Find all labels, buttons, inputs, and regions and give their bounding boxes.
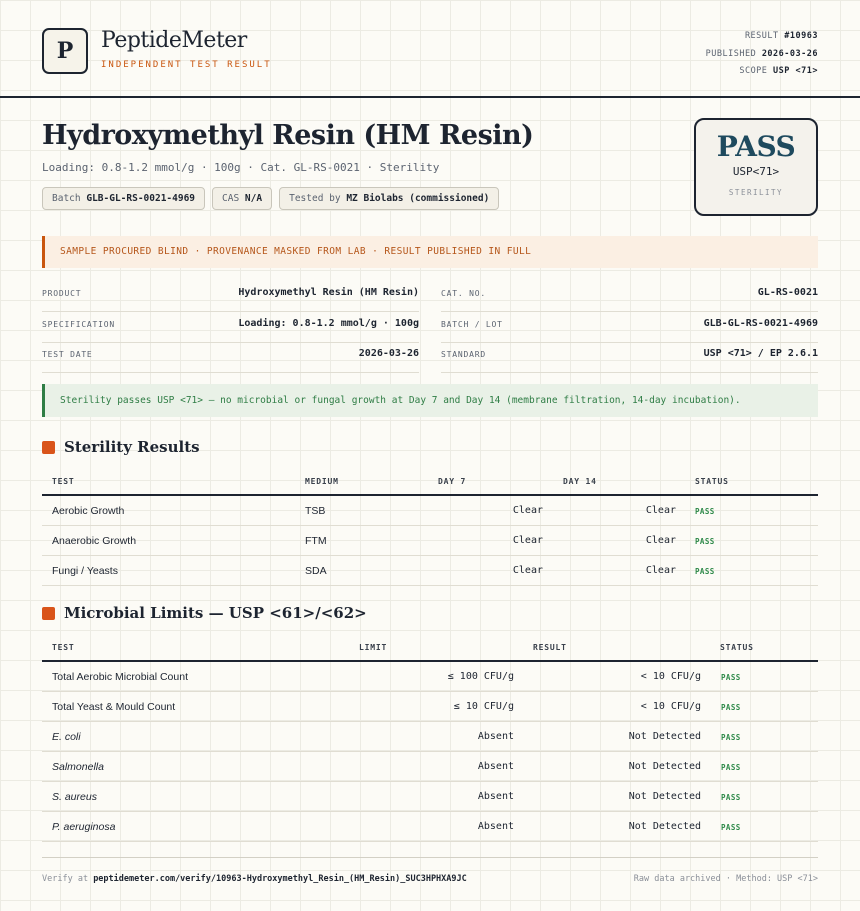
brand-tagline: INDEPENDENT TEST RESULT [101,60,272,70]
col-header: DAY 7 [438,477,467,486]
cell-limit: ≤ 10 CFU/g [453,701,514,712]
info-value: Hydroxymethyl Resin (HM Resin) [238,287,419,298]
status-badge: PASS [721,703,741,712]
section-title-text: Microbial Limits — USP <61>/<62> [64,604,367,622]
cell-day14: Clear [645,565,676,576]
cell-day14: Clear [645,535,676,546]
col-header: RESULT [533,643,567,652]
status-badge: PASS [695,567,715,576]
cell-result: < 10 CFU/g [640,671,701,682]
status-badge: PASS [695,537,715,546]
cell-limit: Absent [477,731,514,742]
report-header [0,0,860,98]
status-badge: PASS [721,733,741,742]
table-row [42,692,818,722]
cell-test: Aerobic Growth [52,505,125,517]
sterility-table [42,468,818,586]
microbial-section-title [42,604,367,622]
chip-label: Batch [52,193,81,204]
cell-limit: ≤ 100 CFU/g [447,671,514,682]
col-header: TEST [52,643,75,652]
tested-by-chip [279,187,499,210]
col-header: LIMIT [359,643,388,652]
col-header: STATUS [695,477,729,486]
section-marker-icon [42,441,55,454]
cell-limit: Absent [477,761,514,772]
info-standard [441,343,818,373]
cell-day7: Clear [512,505,543,516]
report-footer [42,857,818,884]
table-header [42,468,818,496]
chip-label: CAS [222,193,240,204]
info-value: 2026-03-26 [358,348,419,359]
table-row [42,556,818,586]
cell-result: Not Detected [628,731,701,742]
result-number: #10963 [784,31,818,41]
chip-value: GLB-GL-RS-0021-4969 [86,193,196,204]
cell-limit: Absent [477,821,514,832]
cell-result: Not Detected [628,791,701,802]
cell-test: E. coli [52,731,81,743]
table-row [42,782,818,812]
cas-chip [212,187,272,210]
status-badge: PASS [695,507,715,516]
info-value: USP <71> / EP 2.6.1 [703,348,818,359]
table-row [42,662,818,692]
cell-test: Fungi / Yeasts [52,565,118,577]
procurement-banner: SAMPLE PROCURED BLIND · PROVENANCE MASKED FROM LAB · RESULT PUBLISHED IN FULL [42,236,818,268]
method-note: Raw data archived · Method: USP <71> [633,874,818,884]
table-row [42,812,818,842]
microbial-table [42,634,818,842]
chip-value: MZ Biolabs (commissioned) [346,193,490,204]
col-header: MEDIUM [305,477,339,486]
cell-test: Salmonella [52,761,104,773]
table-row [42,752,818,782]
cell-day7: Clear [512,535,543,546]
info-product [42,282,419,312]
cell-result: < 10 CFU/g [640,701,701,712]
info-value: Loading: 0.8-1.2 mmol/g · 100g [238,318,419,329]
verify-text [42,874,467,884]
col-header: TEST [52,477,75,486]
sterility-section-title [42,438,200,456]
cell-limit: Absent [477,791,514,802]
cell-result: Not Detected [628,821,701,832]
chip-row [42,187,499,210]
cell-test: Total Yeast & Mould Count [52,701,176,713]
verdict-standard: USP<71> [732,165,780,178]
cell-test: S. aureus [52,791,97,803]
info-label: BATCH / LOT [441,320,503,329]
page-title: Hydroxymethyl Resin (HM Resin) [42,120,534,151]
table-row [42,526,818,556]
info-label: TEST DATE [42,350,93,359]
info-batch-lot [441,313,818,343]
info-value: GL-RS-0021 [757,287,818,298]
info-label: STANDARD [441,350,486,359]
col-header: DAY 14 [563,477,597,486]
cell-medium: TSB [305,505,326,517]
brand-name: PeptideMeter [101,28,247,53]
info-value: GLB-GL-RS-0021-4969 [703,318,818,329]
section-title-text: Sterility Results [64,438,200,456]
verify-link[interactable]: peptidemeter.com/verify/10963-Hydroxymethyl_Resin_(HM_Resin)_SUC3HPHXA9JC [93,874,467,884]
cell-day7: Clear [512,565,543,576]
batch-chip [42,187,205,210]
cell-medium: SDA [305,565,327,577]
table-header [42,634,818,662]
cell-test: Total Aerobic Microbial Count [52,671,188,683]
status-badge: PASS [721,673,741,682]
verdict-stamp [694,118,818,216]
cell-medium: FTM [305,535,327,547]
published-date: 2026-03-26 [761,48,818,59]
info-label: PRODUCT [42,289,82,298]
report-meta [706,28,818,81]
info-test-date [42,343,419,373]
section-marker-icon [42,607,55,620]
info-label: SPECIFICATION [42,320,116,329]
scope-label: SCOPE [739,66,768,76]
status-badge: PASS [721,823,741,832]
table-row [42,722,818,752]
cell-test: P. aeruginosa [52,821,116,833]
cell-day14: Clear [645,505,676,516]
verdict-category: STERILITY [728,188,784,197]
info-label: CAT. NO. [441,289,486,298]
summary-banner: Sterility passes USP <71> — no microbial or fungal growth at Day 7 and Day 14 (membrane filtration, 14-day incubation). [42,384,818,417]
scope-value: USP <71> [773,66,818,76]
cell-result: Not Detected [628,761,701,772]
verify-label: Verify at [42,874,89,884]
status-badge: PASS [721,763,741,772]
status-badge: PASS [721,793,741,802]
page-subtitle: Loading: 0.8-1.2 mmol/g · 100g · Cat. GL-RS-0021 · Sterility [42,161,440,174]
col-header: STATUS [720,643,754,652]
chip-label: Tested by [289,193,341,204]
table-row [42,496,818,526]
chip-value: N/A [244,193,263,204]
cell-test: Anaerobic Growth [52,535,137,547]
logo-icon: P [42,28,88,74]
result-label: RESULT [744,31,779,41]
verdict-word: PASS [716,130,796,163]
info-specification [42,313,419,343]
info-cat-no [441,282,818,312]
published-label: PUBLISHED [705,48,757,59]
